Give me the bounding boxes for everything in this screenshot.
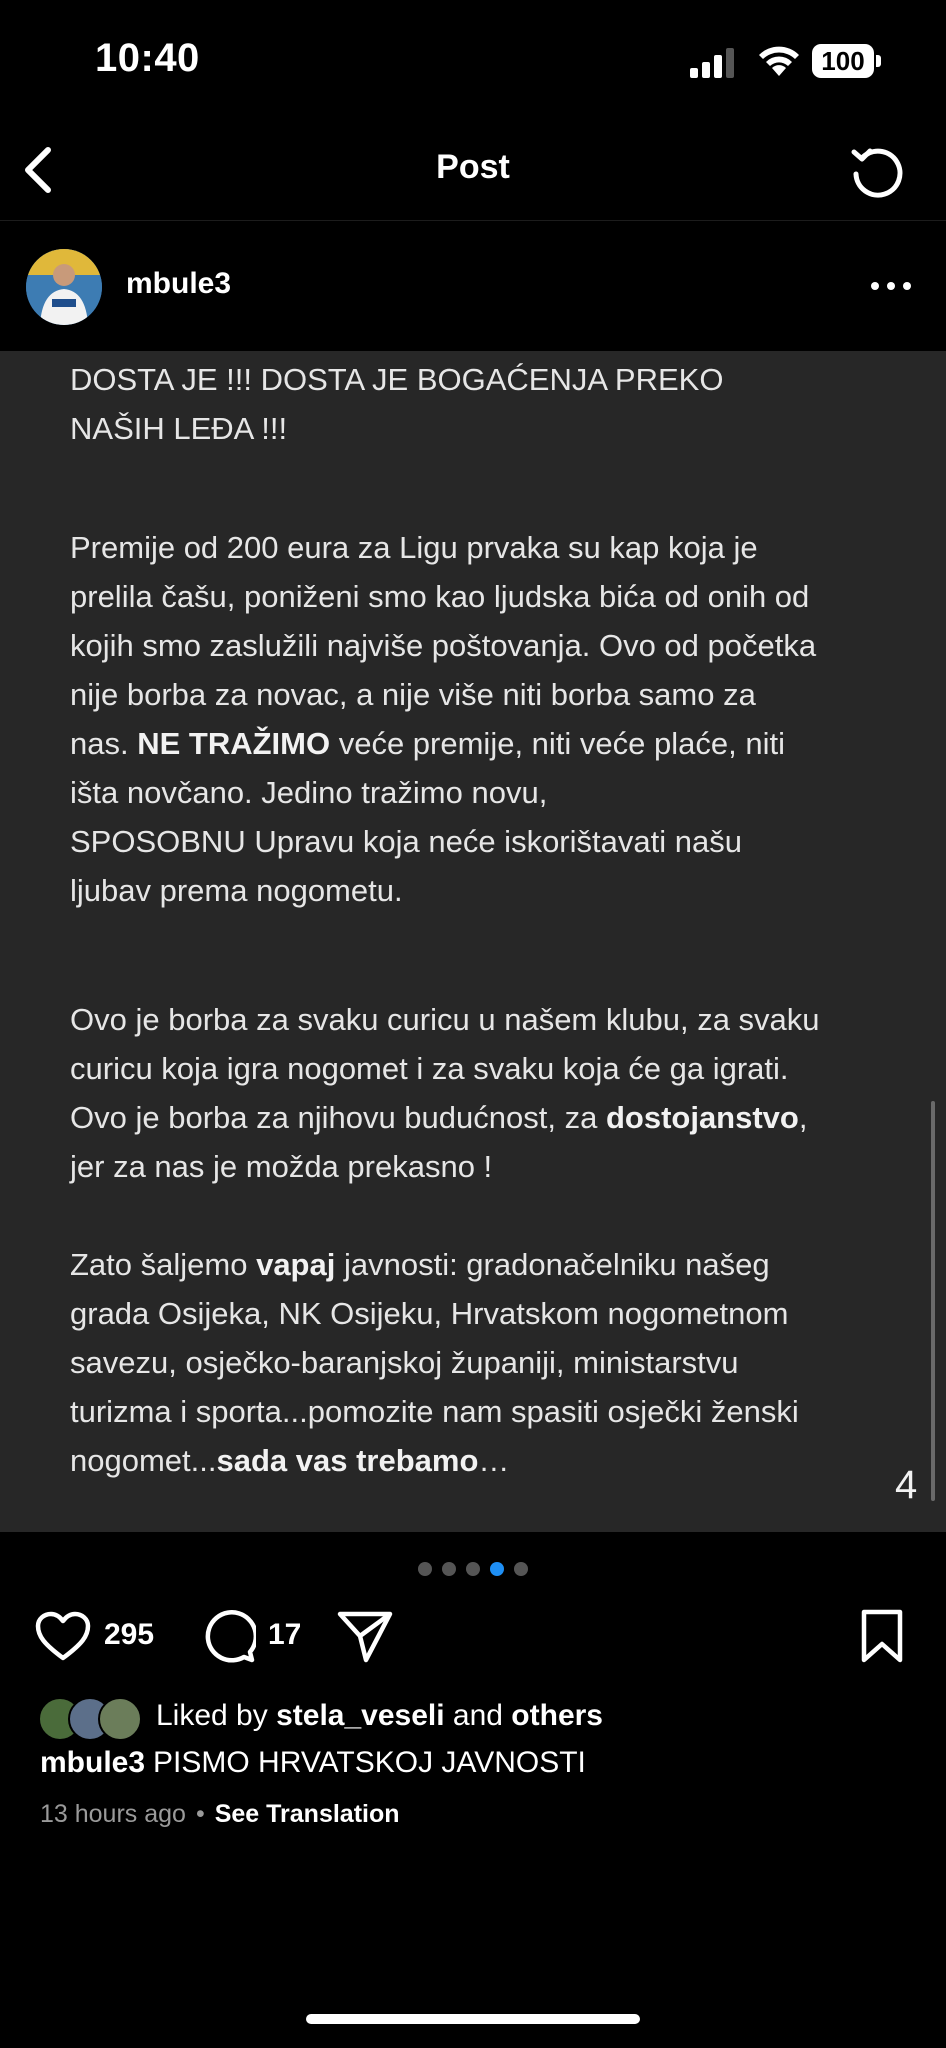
nav-bar — [0, 120, 946, 221]
wifi-icon — [757, 44, 801, 78]
post-header — [0, 221, 946, 351]
send-icon[interactable] — [336, 1608, 394, 1664]
comment-count[interactable]: 17 — [268, 1618, 302, 1651]
scroll-indicator — [931, 1101, 935, 1501]
status-time: 10:40 — [95, 36, 200, 80]
see-translation-link[interactable]: See Translation — [214, 1800, 400, 1828]
liked-by-others[interactable]: others — [511, 1699, 603, 1732]
comment-icon[interactable] — [200, 1608, 256, 1664]
letter-paragraph-1: DOSTA JE !!! DOSTA JE BOGAĆENJA PREKO NAŠIH LEĐA !!! — [70, 362, 724, 446]
bookmark-icon[interactable] — [858, 1608, 906, 1664]
home-indicator[interactable] — [306, 2014, 640, 2024]
caption-text: PISMO HRVATSKOJ JAVNOSTI — [153, 1746, 586, 1779]
carousel-dot[interactable] — [418, 1562, 432, 1576]
carousel-dot[interactable] — [466, 1562, 480, 1576]
carousel-dot[interactable] — [514, 1562, 528, 1576]
battery-indicator — [812, 44, 884, 80]
heart-icon[interactable] — [34, 1610, 92, 1662]
battery-level: 100 — [821, 46, 865, 76]
post-image[interactable] — [0, 351, 946, 1532]
liker-avatars — [38, 1697, 148, 1741]
status-bar — [0, 0, 946, 120]
post-meta — [40, 1800, 400, 1829]
avatar[interactable] — [26, 249, 102, 325]
liked-by-user[interactable]: stela_veseli — [276, 1699, 445, 1732]
profile-photo-icon — [26, 249, 102, 325]
letter-paragraph-4: Zato šaljemo vapaj javnosti: gradonačelniku našeg grada Osijeka, NK Osijeku, Hrvatskom nogometnom savezu, osječko-baranjskoj županiji, ministarstvu turizma i sporta...pomozite nam spasiti osječki ženski nogomet...sada vas trebamo… — [70, 1247, 799, 1478]
post-username[interactable]: mbule3 — [126, 267, 232, 300]
letter-paragraph-2: Premije od 200 eura za Ligu prvaka su kap koja je prelila čašu, poniženi smo kao ljudska bića od onih od kojih smo zaslužili najviše poštovanja. Ovo od početka nije borba za novac, a nije više niti borba samo za nas. NE TRAŽIMO veće premije, niti veće plaće, niti išta novčano. Jedino tražimo novu, SPOSOBNU Upravu koja neće iskorištavati našu ljubav prema nogometu. — [70, 530, 817, 908]
letter-paragraph-3: Ovo je borba za svaku curicu u našem klubu, za svaku curicu koja igra nogomet i za svaku koja će ga igrati. Ovo je borba za njihovu budućnost, za dostojanstvo, jer za nas je možda prekasno ! — [70, 1002, 820, 1184]
carousel-dots — [0, 1562, 946, 1580]
cellular-signal-icon — [690, 48, 736, 78]
action-bar — [0, 1600, 946, 1670]
meta-separator: • — [195, 1800, 205, 1828]
page-title: Post — [436, 148, 510, 186]
carousel-dot-active[interactable] — [490, 1562, 504, 1576]
liked-by-text: Liked by stela_veseli and others — [156, 1699, 603, 1732]
like-count[interactable]: 295 — [104, 1618, 155, 1651]
page-number: 4 — [895, 1463, 918, 1507]
carousel-dot[interactable] — [442, 1562, 456, 1576]
liker-avatar — [98, 1697, 142, 1741]
ellipsis-icon[interactable] — [868, 275, 914, 297]
caption-username[interactable]: mbule3 — [40, 1746, 146, 1779]
post-timestamp: 13 hours ago — [40, 1800, 186, 1828]
post-caption — [40, 1746, 586, 1780]
liked-by-row[interactable] — [38, 1695, 938, 1739]
refresh-icon[interactable] — [848, 142, 908, 202]
